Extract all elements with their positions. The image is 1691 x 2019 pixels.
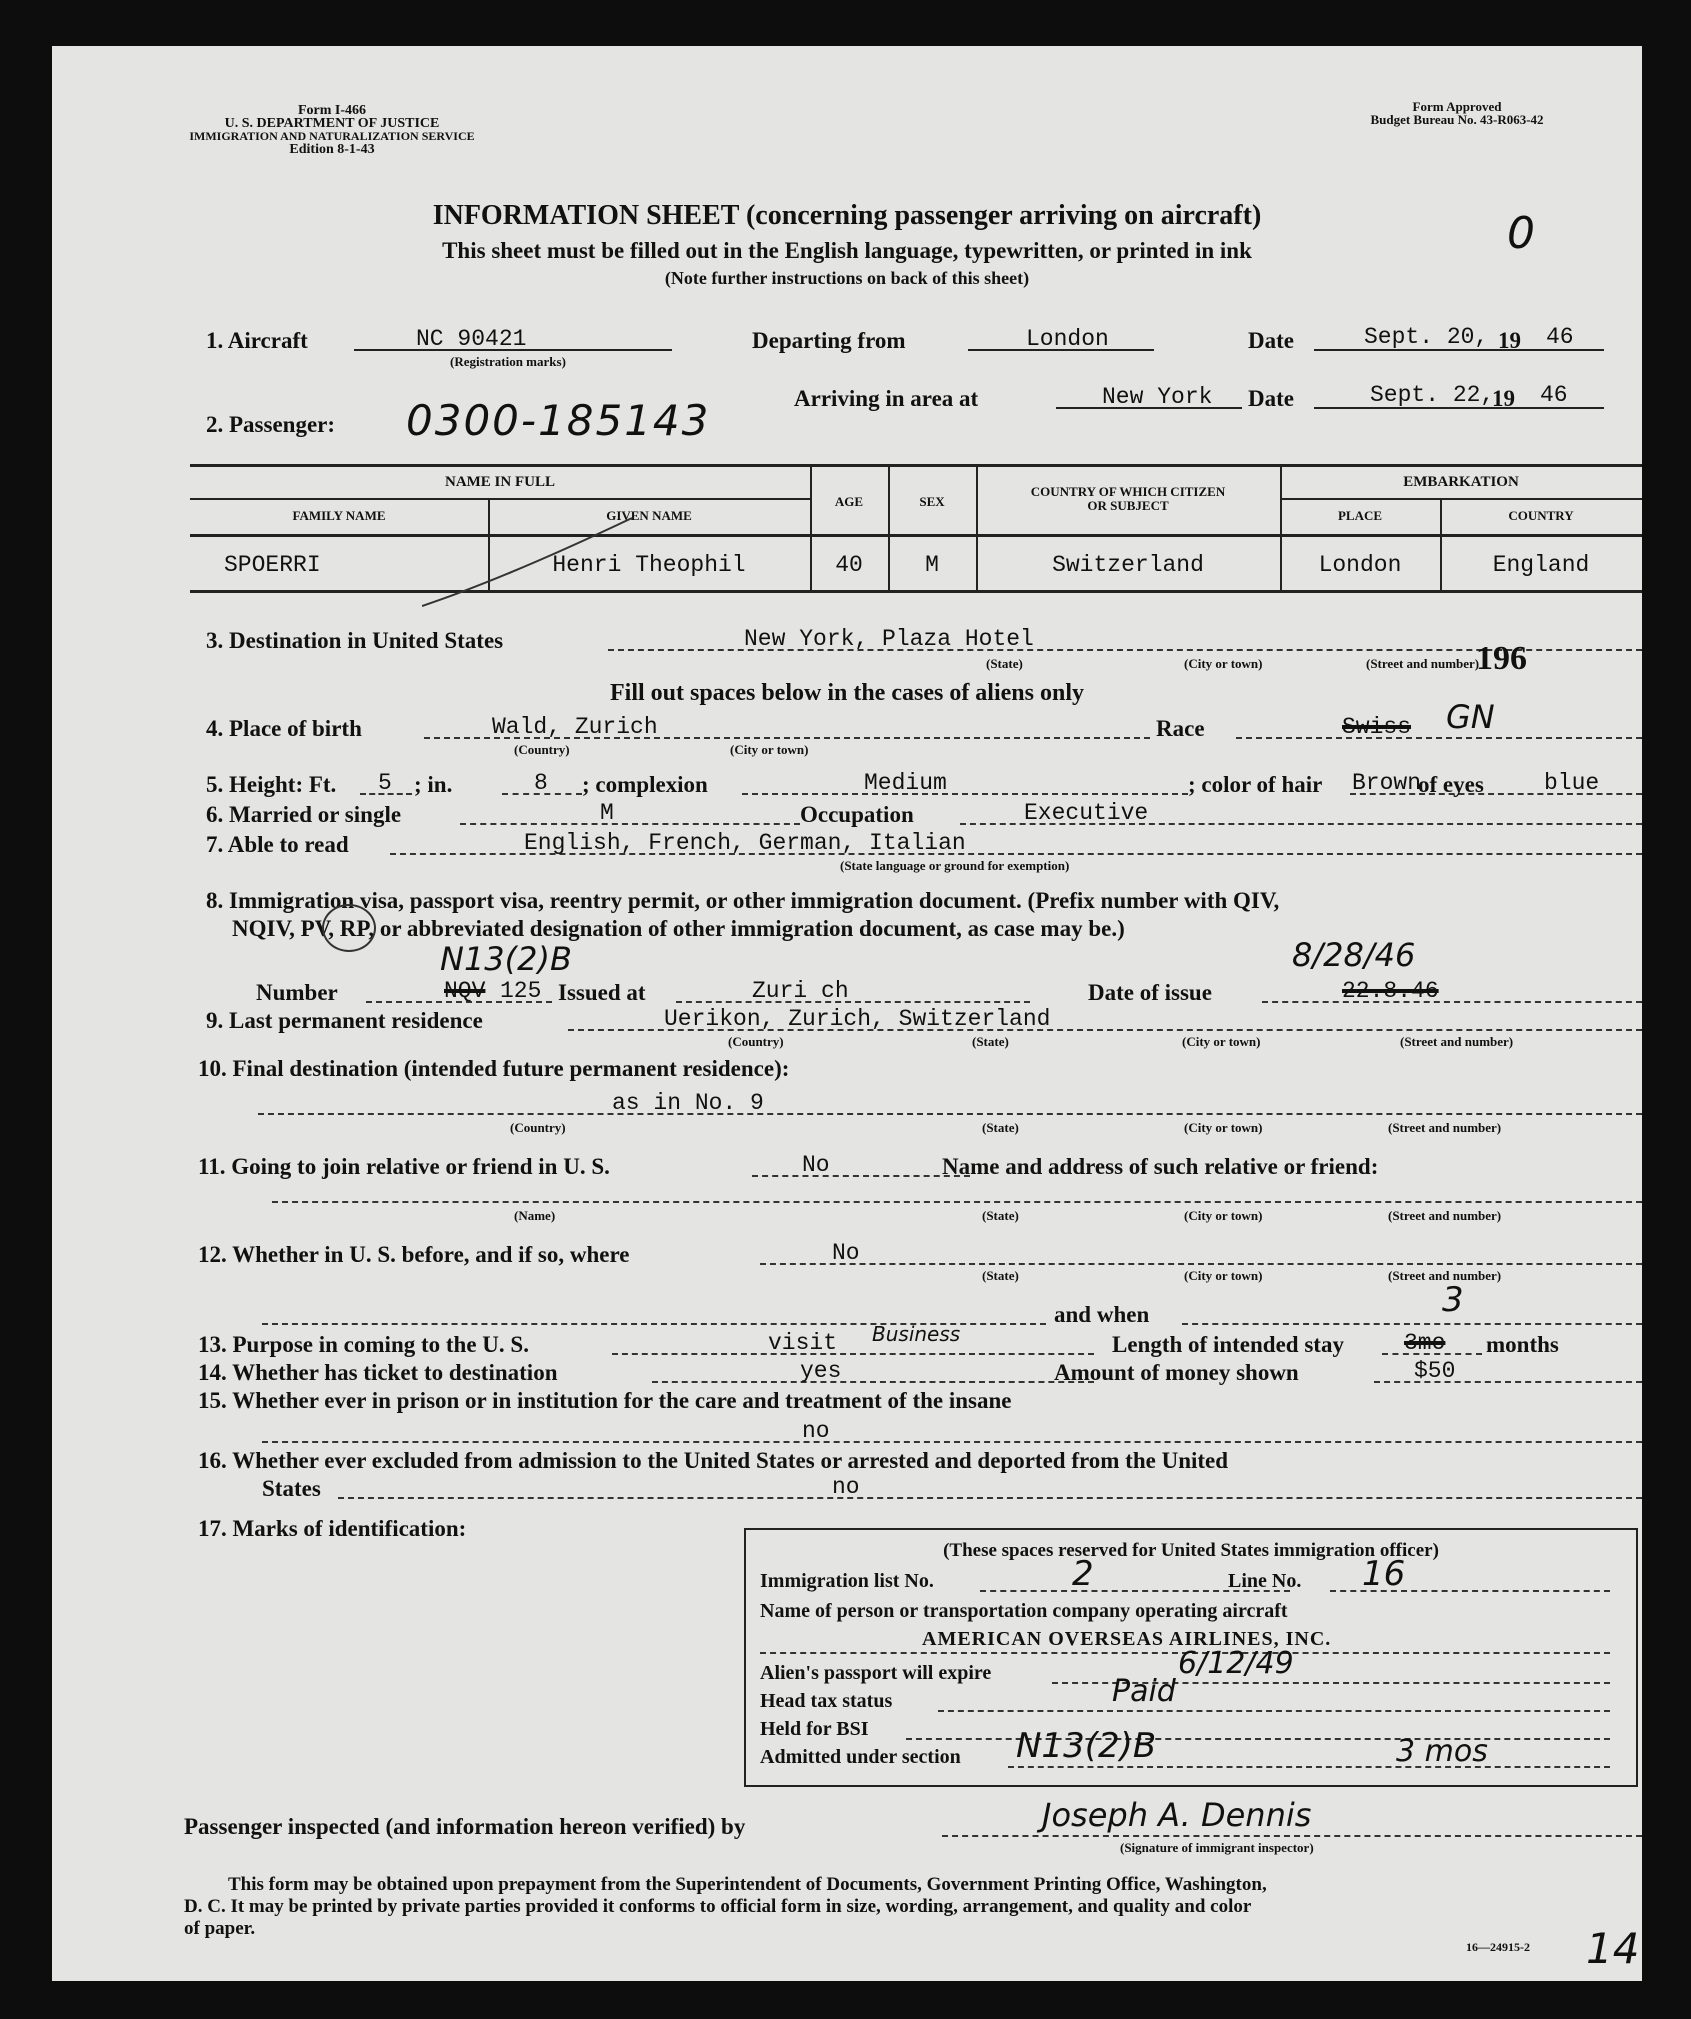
pv-circle-mark — [322, 904, 376, 952]
head-tax-line — [938, 1710, 1610, 1712]
family-name-cell: SPOERRI — [224, 552, 321, 578]
head-tax-value: Paid — [1112, 1674, 1176, 1709]
complexion-line — [742, 793, 1188, 795]
complexion-value: Medium — [864, 770, 947, 796]
place-header: PLACE — [1337, 508, 1383, 523]
form-number: Form I-466 — [297, 103, 367, 118]
admitted-value: N13(2)B — [1016, 1726, 1157, 1766]
bsi-label: Held for BSI — [760, 1718, 869, 1740]
read-caption: (State language or ground for exemption) — [840, 858, 1070, 873]
operator-stamp: AMERICAN OVERSEAS AIRLINES, INC. — [922, 1628, 1332, 1650]
visa-number-struck: NQV — [444, 978, 486, 1004]
officer-box — [744, 1528, 1638, 1787]
table-bottom-border — [190, 590, 1642, 593]
final-destination-line — [258, 1113, 1642, 1115]
embarkation-divider — [1280, 498, 1642, 500]
join-relative-value: No — [802, 1152, 830, 1178]
race-struck-value: Swiss — [1342, 714, 1412, 740]
relative-address-line — [272, 1201, 1642, 1203]
stay-length-unit: months — [1486, 1332, 1559, 1357]
departure-year: 46 — [1546, 324, 1574, 350]
given-name-header: GIVEN NAME — [606, 508, 692, 523]
departing-value: London — [1026, 326, 1109, 352]
occupation-value: Executive — [1024, 800, 1149, 826]
name-divider — [190, 498, 810, 500]
handwritten-three: 3 — [1442, 1280, 1464, 1320]
form-subtitle: This sheet must be filled out in the English language, typewritten, or printed in ink — [442, 238, 1252, 263]
final-state-caption: (State) — [982, 1120, 1019, 1135]
visa-date-handwritten: 8/28/46 — [1292, 936, 1416, 974]
identification-marks-label: 17. Marks of identification: — [198, 1516, 467, 1541]
money-label: Amount of money shown — [1054, 1360, 1299, 1385]
place-cell: London — [1318, 552, 1402, 578]
footer-line1: This form may be obtained upon prepayment from the Superintendent of Documents, Government Printing Office, Washington, — [228, 1874, 1267, 1895]
bsi-line — [906, 1738, 1610, 1740]
inspection-line — [942, 1835, 1642, 1837]
operator-label: Name of person or transportation company operating aircraft — [760, 1600, 1288, 1622]
name-in-full-header: NAME IN FULL — [444, 474, 555, 490]
table-top-border — [190, 464, 1642, 467]
form-header-right — [1322, 100, 1592, 126]
head-tax-label: Head tax status — [760, 1690, 893, 1712]
arrival-year-prefix: 19 — [1492, 386, 1515, 411]
admitted-label: Admitted under section — [760, 1746, 961, 1768]
final-destination-label: 10. Final destination (intended future permanent residence): — [198, 1056, 790, 1081]
height-in: 8 — [534, 770, 548, 796]
issued-at-line — [676, 1001, 1030, 1003]
birthplace-country-caption: (Country) — [514, 742, 570, 757]
arriving-value: New York — [1102, 384, 1213, 410]
birthplace-label: 4. Place of birth — [206, 716, 362, 741]
birthplace-city-caption: (City or town) — [730, 742, 809, 757]
footer-line3: of paper. — [184, 1918, 256, 1939]
final-destination-value: as in No. 9 — [612, 1090, 764, 1116]
footer-line2: D. C. It may be printed by private parties provided it conforms to official form in size, wording, arrangement, and quality and color — [184, 1896, 1252, 1917]
issue-date-line — [1262, 1001, 1642, 1003]
final-street-caption: (Street and number) — [1388, 1120, 1502, 1135]
visa-question-line1: 8. Immigration visa, passport visa, reentry permit, or other immigration document. (Prefix number with QIV, — [206, 888, 1280, 913]
race-handwritten: GN — [1446, 698, 1495, 736]
issue-date-struck: 22.8.46 — [1342, 978, 1439, 1004]
ticket-line — [652, 1381, 1094, 1383]
aircraft-registration: NC 90421 — [416, 326, 527, 352]
family-name-header: FAMILY NAME — [292, 508, 386, 523]
handwritten-slash-mark — [422, 516, 642, 616]
height-label: 5. Height: Ft. — [206, 772, 337, 797]
table-header-border — [190, 534, 1642, 537]
officer-box-heading: (These spaces reserved for United States immigration officer) — [943, 1540, 1439, 1561]
departing-label: Departing from — [752, 328, 906, 353]
departure-date-label: Date — [1248, 328, 1294, 353]
footer-code: 16—24915-2 — [1466, 1940, 1530, 1954]
marital-line — [460, 823, 800, 825]
line-no-label: Line No. — [1228, 1570, 1302, 1592]
previous-visit-label: 12. Whether in U. S. before, and if so, where — [198, 1242, 630, 1267]
race-line — [1236, 737, 1642, 739]
given-name-cell: Henri Theophil — [552, 552, 746, 578]
height-ft: 5 — [378, 770, 392, 796]
final-city-caption: (City or town) — [1184, 1120, 1263, 1135]
form-title: INFORMATION SHEET (concerning passenger arriving on aircraft) — [432, 200, 1262, 231]
occupation-label: Occupation — [800, 802, 914, 827]
excluded-line — [338, 1497, 1642, 1499]
join-relative-label: 11. Going to join relative or friend in U. S. — [198, 1154, 610, 1179]
edition: Edition 8-1-43 — [289, 142, 375, 157]
previous-street-caption: (Street and number) — [1388, 1268, 1502, 1283]
read-label: 7. Able to read — [206, 832, 349, 857]
previous-city-caption: (City or town) — [1184, 1268, 1263, 1283]
list-no-label: Immigration list No. — [760, 1570, 934, 1592]
aircraft-label: 1. Aircraft — [206, 328, 308, 353]
money-value: $50 — [1414, 1358, 1456, 1384]
sex-cell: M — [925, 552, 939, 578]
destination-street-caption: (Street and number) — [1366, 656, 1480, 671]
complexion-label: ; complexion — [582, 772, 708, 797]
handwritten-zero: 0 — [1507, 208, 1535, 259]
previous-visit-value: No — [832, 1240, 860, 1266]
departure-date: Sept. 20, — [1364, 324, 1489, 350]
embark-country-header: COUNTRY — [1508, 508, 1574, 523]
citizen-header-1: COUNTRY OF WHICH CITIZEN — [1030, 484, 1226, 499]
passport-expiry-label: Alien's passport will expire — [760, 1662, 992, 1684]
admitted-line — [1008, 1766, 1610, 1768]
marital-value: M — [600, 800, 614, 826]
relative-city-caption: (City or town) — [1184, 1208, 1263, 1223]
citizen-header-2: OR SUBJECT — [1087, 498, 1169, 513]
visa-number-label: Number — [256, 980, 338, 1005]
hair-label: ; color of hair — [1188, 772, 1323, 797]
height-in-label: ; in. — [414, 772, 453, 797]
embark-country-cell: England — [1492, 552, 1590, 578]
and-when-label: and when — [1054, 1302, 1150, 1327]
read-value: English, French, German, Italian — [524, 830, 966, 856]
destination-state-caption: (State) — [986, 656, 1023, 671]
prison-label: 15. Whether ever in prison or in institution for the care and treatment of the insane — [198, 1388, 1012, 1413]
excluded-value: no — [832, 1474, 860, 1500]
issued-at-label: Issued at — [558, 980, 646, 1005]
arrival-date-label: Date — [1248, 386, 1294, 411]
purpose-value: visit — [768, 1330, 838, 1356]
departure-year-prefix: 19 — [1498, 328, 1521, 353]
relative-name-caption: (Name) — [514, 1208, 556, 1223]
stay-length-label: Length of intended stay — [1112, 1332, 1344, 1357]
visa-question-line2: NQIV, PV, RP, or abbreviated designation of other immigration document, as case may be.) — [232, 916, 1125, 941]
residence-value: Uerikon, Zurich, Switzerland — [664, 1006, 1051, 1032]
form-approved: Form Approved — [1412, 99, 1502, 114]
previous-state-caption: (State) — [982, 1268, 1019, 1283]
destination-city-caption: (City or town) — [1184, 656, 1263, 671]
visa-number-value: 125 — [500, 978, 542, 1004]
eyes-value: blue — [1544, 770, 1600, 796]
signature-caption: (Signature of immigrant inspector) — [1120, 1840, 1314, 1855]
line-no-value: 16 — [1362, 1554, 1406, 1594]
destination-value: New York, Plaza Hotel — [744, 626, 1034, 652]
arrival-year: 46 — [1540, 382, 1568, 408]
form-note: (Note further instructions on back of this sheet) — [664, 268, 1030, 288]
hair-value: Brown — [1352, 770, 1422, 796]
registration-caption: (Registration marks) — [450, 354, 566, 369]
sex-header: SEX — [919, 494, 945, 509]
purpose-line — [612, 1353, 1094, 1355]
eyes-label: of eyes — [1418, 772, 1484, 797]
race-label: Race — [1156, 716, 1205, 741]
previous-visit-line — [760, 1263, 1642, 1265]
excluded-line1: 16. Whether ever excluded from admission to the United States or arrested and deported from the United — [198, 1448, 1229, 1473]
inspector-signature: Joseph A. Dennis — [1042, 1796, 1312, 1834]
citizen-cell: Switzerland — [1052, 552, 1204, 578]
ticket-value: yes — [800, 1358, 842, 1384]
passenger-number: 0300-185143 — [406, 396, 711, 445]
issue-date-label: Date of issue — [1088, 980, 1212, 1005]
birthplace-value: Wald, Zurich — [492, 714, 658, 740]
purpose-label: 13. Purpose in coming to the U. S. — [198, 1332, 529, 1357]
residence-city-caption: (City or town) — [1182, 1034, 1261, 1049]
residence-label: 9. Last permanent residence — [206, 1008, 483, 1033]
ticket-label: 14. Whether has ticket to destination — [198, 1360, 558, 1385]
age-cell: 40 — [835, 552, 863, 578]
visa-prefix-handwritten: N13(2)B — [440, 940, 572, 978]
marital-label: 6. Married or single — [206, 802, 402, 827]
residence-state-caption: (State) — [972, 1034, 1009, 1049]
page-number: 14 — [1586, 1924, 1640, 1973]
relative-street-caption: (Street and number) — [1388, 1208, 1502, 1223]
admitted-duration: 3 mos — [1396, 1734, 1488, 1769]
arrival-date: Sept. 22, — [1370, 382, 1495, 408]
department: U. S. DEPARTMENT OF JUSTICE — [224, 116, 440, 131]
join-relative-line — [752, 1175, 970, 1177]
passport-expiry-value: 6/12/49 — [1178, 1646, 1294, 1681]
excluded-line2: States — [262, 1476, 321, 1501]
age-header: AGE — [834, 494, 864, 509]
destination-label: 3. Destination in United States — [206, 628, 504, 653]
inspection-label: Passenger inspected (and information hereon verified) by — [184, 1814, 746, 1839]
budget-bureau: Budget Bureau No. 43-R063-42 — [1370, 112, 1544, 127]
final-country-caption: (Country) — [510, 1120, 566, 1135]
passenger-label: 2. Passenger: — [206, 412, 336, 437]
list-no-value: 2 — [1072, 1554, 1094, 1594]
arriving-label: Arriving in area at — [794, 386, 979, 411]
relative-state-caption: (State) — [982, 1208, 1019, 1223]
embarkation-header: EMBARKATION — [1403, 474, 1519, 490]
form-header-left — [182, 104, 482, 156]
and-when-line — [1182, 1323, 1642, 1325]
form-sheet — [52, 46, 1642, 1981]
stay-length-struck: 3mo — [1404, 1330, 1446, 1356]
residence-street-caption: (Street and number) — [1400, 1034, 1514, 1049]
residence-country-caption: (Country) — [728, 1034, 784, 1049]
relative-address-label: Name and address of such relative or friend: — [942, 1154, 1379, 1179]
service: IMMIGRATION AND NATURALIZATION SERVICE — [189, 129, 475, 143]
destination-street-number: 196 — [1476, 640, 1527, 677]
aliens-only-heading: Fill out spaces below in the cases of aliens only — [609, 680, 1084, 706]
purpose-handwritten: Business — [872, 1322, 961, 1346]
issued-at-value: Zuri ch — [752, 978, 849, 1004]
prison-line — [262, 1441, 1642, 1443]
prison-value: no — [802, 1418, 830, 1444]
